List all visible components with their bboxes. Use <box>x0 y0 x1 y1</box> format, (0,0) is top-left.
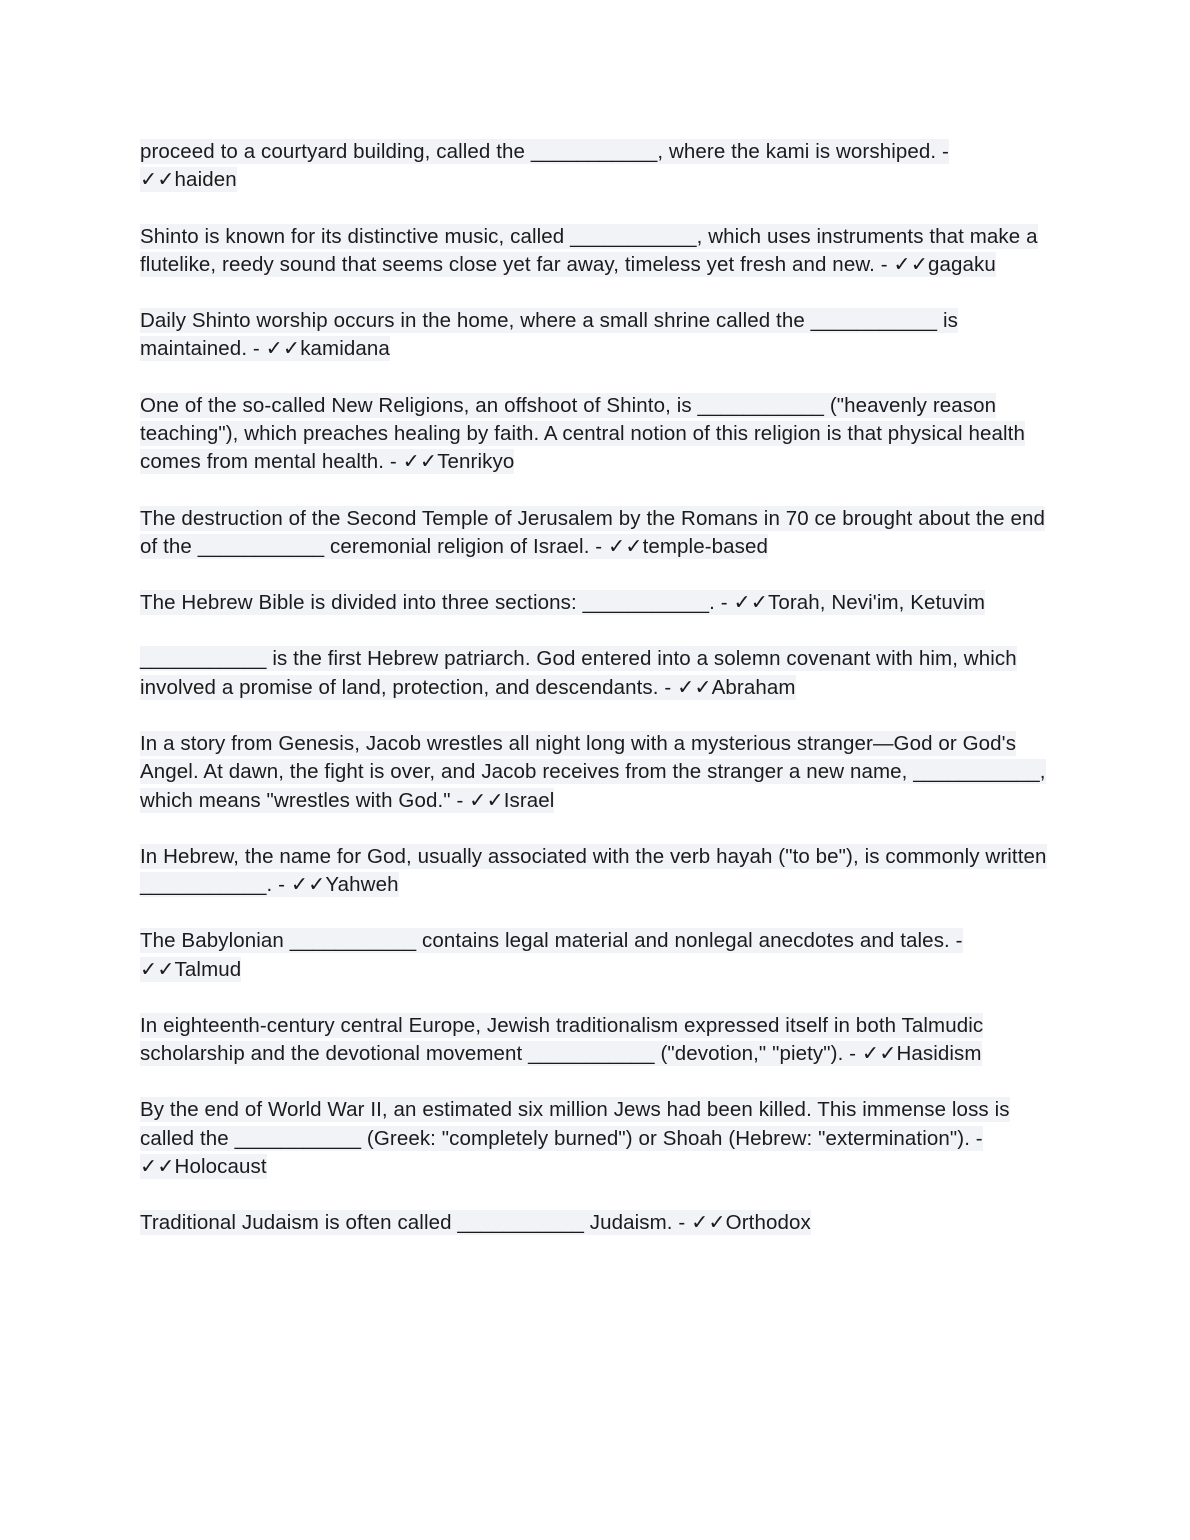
question-text: Shinto is known for its distinctive music, called ___________, which uses instruments that make a flutelike, reedy sound that seems close yet far away, timeless yet fresh and new. - ✓✓gagaku <box>140 224 1038 276</box>
list-item <box>140 1012 1050 1069</box>
question-text: The destruction of the Second Temple of Jerusalem by the Romans in 70 ce brought about the end of the ___________ ceremonial religion of Israel. - ✓✓temple-based <box>140 506 1045 558</box>
question-text: Traditional Judaism is often called ___________ Judaism. - ✓✓Orthodox <box>140 1211 811 1235</box>
question-text: proceed to a courtyard building, called the ___________, where the kami is worshiped. - ✓✓haiden <box>140 140 949 192</box>
list-item <box>140 138 1050 195</box>
question-text: In a story from Genesis, Jacob wrestles all night long with a mysterious stranger—God or God's Angel. At dawn, the fight is over, and Jacob receives from the stranger a new name, ___________, which means "wrestles with God." - ✓✓Israel <box>140 731 1046 812</box>
list-item <box>140 505 1050 562</box>
list-item <box>140 843 1050 900</box>
list-item <box>140 392 1050 477</box>
question-text: By the end of World War II, an estimated six million Jews had been killed. This immense loss is called the ___________ (Greek: "completely burned") or Shoah (Hebrew: "extermination"). - ✓✓Holocaust <box>140 1098 1010 1179</box>
question-text: The Babylonian ___________ contains legal material and nonlegal anecdotes and tales. - ✓✓Talmud <box>140 929 963 981</box>
list-item <box>140 589 1050 617</box>
question-list <box>140 138 1050 1238</box>
list-item <box>140 730 1050 815</box>
question-text: In Hebrew, the name for God, usually associated with the verb hayah ("to be"), is commonly written ___________. - ✓✓Yahweh <box>140 844 1047 897</box>
question-text: The Hebrew Bible is divided into three sections: ___________. - ✓✓Torah, Nevi'im, Ketuvim <box>140 591 986 615</box>
list-item <box>140 1096 1050 1181</box>
list-item <box>140 223 1050 280</box>
question-text: Daily Shinto worship occurs in the home, where a small shrine called the ___________ is maintained. - ✓✓kamidana <box>140 309 958 361</box>
list-item <box>140 645 1050 702</box>
list-item <box>140 1209 1050 1237</box>
list-item <box>140 307 1050 364</box>
question-text: One of the so-called New Religions, an offshoot of Shinto, is ___________ ("heavenly reason teaching"), which preaches healing by faith. A central notion of this religion is that physical health comes from mental health. - ✓✓Tenrikyo <box>140 393 1025 474</box>
list-item <box>140 927 1050 984</box>
question-text: ___________ is the first Hebrew patriarch. God entered into a solemn covenant with him, which involved a promise of land, protection, and descendants. - ✓✓Abraham <box>140 647 1017 699</box>
question-text: In eighteenth-century central Europe, Jewish traditionalism expressed itself in both Talmudic scholarship and the devotional movement ___________ ("devotion," "piety"). - ✓✓Hasidism <box>140 1013 984 1066</box>
